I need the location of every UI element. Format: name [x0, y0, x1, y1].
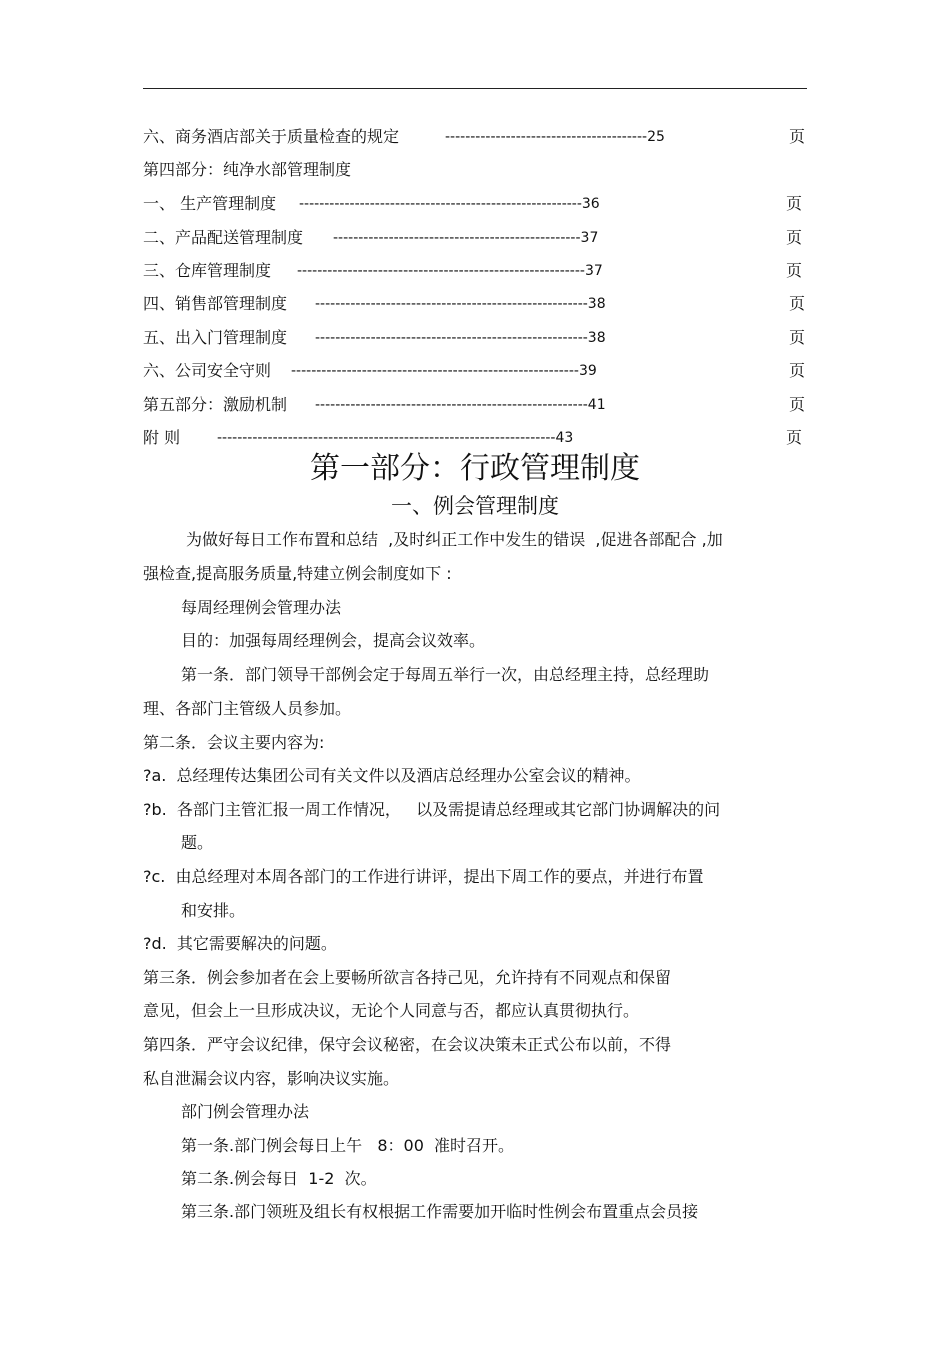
- article-line: 第二条．会议主要内容为:: [143, 733, 325, 752]
- list-item-continuation: 和安排。: [181, 901, 246, 920]
- toc-entry-page-suffix: 页: [786, 428, 803, 447]
- toc-entry-page-suffix: 页: [789, 395, 806, 414]
- toc-entry-leader: -------------------------------------------------------------------43: [217, 430, 574, 446]
- toc-entry-page-suffix: 页: [786, 261, 803, 280]
- toc-entry-page-suffix: 页: [789, 127, 806, 146]
- article-line: 理、各部门主管级人员参加。: [143, 699, 352, 718]
- list-item: ?b. 各部门主管汇报一周工作情况， 以及需提请总经理或其它部门协调解决的问: [143, 800, 721, 819]
- toc-entry-page-suffix: 页: [789, 328, 806, 347]
- list-item: ?d. 其它需要解决的问题。: [143, 934, 337, 953]
- toc-entry-label: 三、仓库管理制度: [143, 261, 272, 280]
- toc-entry-label: 附 则: [143, 428, 181, 447]
- toc-entry[interactable]: [143, 393, 807, 417]
- intro-line: 强检查,提高服务质量,特建立例会制度如下 :: [143, 564, 452, 583]
- toc-entry-leader: ---------------------------------------------------------39: [291, 363, 597, 379]
- toc-entry-label: 二、产品配送管理制度: [143, 228, 304, 247]
- article-line: 第一条.部门例会每日上午 8：00 准时召开。: [181, 1136, 515, 1155]
- toc-entry-leader: ------------------------------------------------------38: [315, 296, 606, 312]
- header-rule: [143, 88, 807, 89]
- toc-entry-page-suffix: 页: [786, 228, 803, 247]
- toc-entry-leader: --------------------------------------------------------36: [299, 196, 600, 212]
- toc-entry-leader: ---------------------------------------------------------37: [297, 263, 603, 279]
- toc-entry-leader: -------------------------------------------------37: [333, 230, 599, 246]
- article-line: 第三条．例会参加者在会上要畅所欲言各持己见，允许持有不同观点和保留: [143, 968, 672, 987]
- toc-entry-label: 六、商务酒店部关于质量检查的规定: [143, 127, 400, 146]
- toc-entry-label: 四、销售部管理制度: [143, 294, 288, 313]
- list-item: ?a. 总经理传达集团公司有关文件以及酒店总经理办公室会议的精神。: [143, 766, 641, 785]
- toc-entry-page-suffix: 页: [789, 361, 806, 380]
- toc-entry[interactable]: [143, 192, 807, 216]
- article-line: 第一条．部门领导干部例会定于每周五举行一次，由总经理主持，总经理助: [181, 665, 710, 684]
- section-subtitle: 一、例会管理制度: [391, 494, 559, 518]
- article-line: 第四条．严守会议纪律，保守会议秘密，在会议决策未正式公布以前，不得: [143, 1035, 672, 1054]
- list-item-continuation: 题。: [181, 833, 214, 852]
- article-line: 第三条.部门领班及组长有权根据工作需要加开临时性例会布置重点会员接: [181, 1202, 699, 1221]
- toc-part-heading: 第四部分：纯净水部管理制度: [143, 160, 352, 179]
- section-title: 第一部分：行政管理制度: [310, 451, 640, 486]
- toc-entry[interactable]: [143, 292, 807, 316]
- toc-entry-leader: ------------------------------------------------------38: [315, 330, 606, 346]
- article-line: 意见，但会上一旦形成决议，无论个人同意与否，都应认真贯彻执行。: [143, 1001, 640, 1020]
- toc-entry-label: 第五部分：激励机制: [143, 395, 288, 414]
- toc-entry-leader: ------------------------------------------------------41: [315, 397, 606, 413]
- toc-entry[interactable]: [143, 426, 807, 450]
- toc-entry[interactable]: [143, 125, 807, 149]
- toc-entry-label: 五、出入门管理制度: [143, 328, 288, 347]
- toc-entry[interactable]: [143, 326, 807, 350]
- intro-line: 为做好每日工作布置和总结 ,及时纠正工作中发生的错误 ,促进各部配合 ,加: [186, 530, 723, 549]
- weekly-meeting-title: 每周经理例会管理办法: [181, 598, 342, 617]
- toc-entry-label: 一、 生产管理制度: [143, 194, 277, 213]
- toc-entry-label: 六、公司安全守则: [143, 361, 272, 380]
- purpose-line: 目的：加强每周经理例会，提高会议效率。: [181, 631, 486, 650]
- article-line: 第二条.例会每日 1-2 次。: [181, 1169, 377, 1188]
- toc-entry[interactable]: [143, 259, 807, 283]
- toc-entry-page-suffix: 页: [786, 194, 803, 213]
- toc-entry[interactable]: [143, 359, 807, 383]
- dept-meeting-title: 部门例会管理办法: [181, 1102, 310, 1121]
- toc-entry[interactable]: [143, 226, 807, 250]
- toc-entry-page-suffix: 页: [789, 294, 806, 313]
- article-line: 私自泄漏会议内容，影响决议实施。: [143, 1069, 400, 1088]
- list-item: ?c. 由总经理对本周各部门的工作进行讲评，提出下周工作的要点，并进行布置: [143, 867, 704, 886]
- toc-entry-leader: ----------------------------------------25: [445, 129, 665, 145]
